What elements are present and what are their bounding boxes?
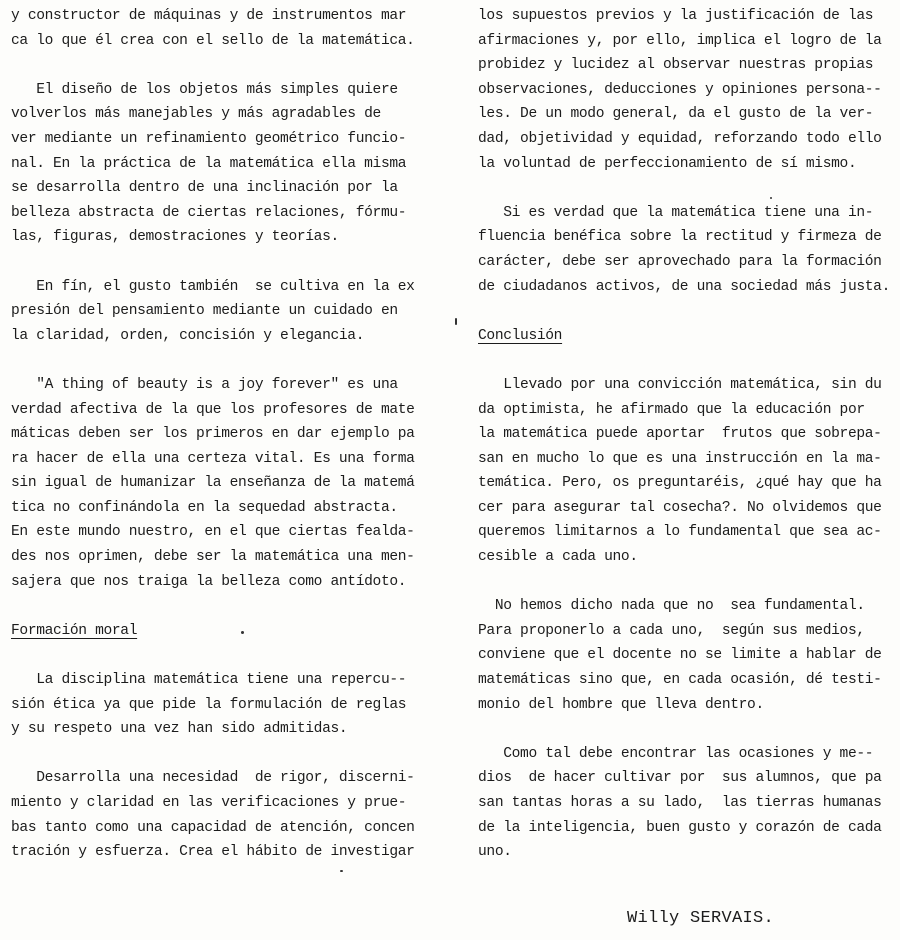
text-line: los supuestos previos y la justificación de las — [478, 8, 874, 24]
text-line: fluencia benéfica sobre la rectitud y firmeza de — [478, 229, 882, 246]
text-line: Como tal debe encontrar las ocasiones y me-- — [478, 745, 874, 762]
paragraph — [11, 668, 436, 742]
text-line: monio del hombre que lleva dentro. — [478, 696, 764, 713]
paragraph — [478, 594, 893, 717]
text-line: afirmaciones y, por ello, implica el logro de la — [478, 32, 882, 49]
text-line: nal. En la práctica de la matemática ella misma — [11, 155, 407, 172]
scan-speck — [241, 631, 244, 634]
text-line: bas tanto como una capacidad de atención, concen — [11, 819, 415, 836]
text-line: belleza abstracta de ciertas relaciones, fórmu- — [11, 204, 407, 221]
text-line: queremos limitarnos a lo fundamental que sea ac- — [478, 524, 882, 541]
text-line: Si es verdad que la matemática tiene una in- — [478, 204, 874, 221]
text-line: No hemos dicho nada que no sea fundamental. — [478, 598, 865, 615]
paragraph — [11, 373, 436, 594]
text-line: de ciudadanos activos, de una sociedad más justa. — [478, 278, 890, 295]
text-line: sin igual de humanizar la enseñanza de la matemá — [11, 475, 415, 492]
text-line: El diseño de los objetos más simples quiere — [11, 81, 398, 98]
text-line: temática. Pero, os preguntaréis, ¿qué hay que ha — [478, 475, 882, 492]
text-line: La disciplina matemática tiene una repercu-- — [11, 672, 407, 689]
text-line: "A thing of beauty is a joy forever" es una — [11, 376, 398, 393]
text-line: ver mediante un refinamiento geométrico funcio- — [11, 130, 407, 147]
text-line: máticas deben ser los primeros en dar ejemplo pa — [11, 426, 415, 443]
text-line: sión ética ya que pide la formulación de reglas — [11, 696, 407, 713]
paragraph — [478, 201, 893, 299]
text-line: las, figuras, demostraciones y teorías. — [11, 229, 339, 246]
text-line: matemáticas sino que, en cada ocasión, dé testi- — [478, 672, 882, 689]
text-line: probidez y lucidez al observar nuestras propias — [478, 57, 874, 74]
paragraph — [478, 4, 893, 176]
paragraph-spacer — [11, 348, 436, 373]
paragraph-spacer — [478, 299, 893, 324]
text-line: dad, objetividad y equidad, reforzando todo ello — [478, 130, 882, 147]
scan-speck — [770, 197, 772, 199]
author-signature: Willy SERVAIS. — [627, 909, 775, 928]
scan-speck — [340, 870, 343, 872]
paragraph — [11, 766, 436, 864]
text-line: la matemática puede aportar frutos que sobrepa- — [478, 426, 882, 443]
paragraph-spacer — [11, 250, 436, 275]
text-line: observaciones, deducciones y opiniones persona-- — [478, 81, 882, 98]
text-line: la voluntad de perfeccionamiento de sí mismo. — [478, 155, 857, 172]
text-line: cesible a cada uno. — [478, 549, 638, 566]
paragraph — [11, 78, 436, 250]
text-line: la claridad, orden, concisión y elegancia. — [11, 327, 365, 344]
scan-speck — [455, 318, 457, 325]
text-line: En este mundo nuestro, en el que ciertas fealda- — [11, 524, 415, 541]
text-line: presión del pensamiento mediante un cuidado en — [11, 303, 398, 320]
paragraph-spacer — [11, 742, 436, 767]
right-column — [478, 4, 893, 865]
paragraph — [11, 275, 436, 349]
paragraph-spacer — [478, 176, 893, 201]
text-line: y su respeto una vez han sido admitidas. — [11, 721, 348, 738]
text-line: de la inteligencia, buen gusto y corazón de cada — [478, 819, 882, 836]
left-column — [11, 4, 436, 865]
text-line: uno. — [478, 844, 512, 861]
text-line: y constructor de máquinas y de instrumentos mar — [11, 8, 407, 24]
text-line: carácter, debe ser aprovechado para la formación — [478, 253, 882, 270]
paragraph-spacer — [478, 570, 893, 595]
text-line: verdad afectiva de la que los profesores de mate — [11, 401, 415, 418]
text-line: se desarrolla dentro de una inclinación por la — [11, 180, 398, 197]
text-line: Llevado por una convicción matemática, sin du — [478, 376, 882, 393]
text-line: En fín, el gusto también se cultiva en la ex — [11, 278, 415, 295]
paragraph — [478, 373, 893, 570]
section-heading: Formación moral — [11, 622, 138, 639]
text-line: dios de hacer cultivar por sus alumnos, que pa — [478, 770, 882, 787]
text-line: miento y claridad en las verificaciones y prue- — [11, 795, 407, 811]
text-line: san en mucho lo que es una instrucción en la ma- — [478, 450, 882, 467]
text-line: Desarrolla una necesidad de rigor, discerni- — [11, 770, 415, 787]
paragraph-spacer — [478, 717, 893, 742]
paragraph — [478, 742, 893, 865]
text-line: san tantas horas a su lado, las tierras humanas — [478, 795, 882, 811]
text-line: Para proponerlo a cada uno, según sus medios, — [478, 622, 865, 639]
text-line: les. De un modo general, da el gusto de la ver- — [478, 106, 874, 123]
text-line: des nos oprimen, debe ser la matemática una men- — [11, 549, 415, 566]
text-line: volverlos más manejables y más agradables de — [11, 106, 381, 123]
paragraph-spacer — [11, 53, 436, 78]
text-line: conviene que el docente no se limite a hablar de — [478, 647, 882, 664]
paragraph — [11, 4, 436, 53]
text-line: da optimista, he afirmado que la educación por — [478, 401, 865, 418]
text-line: tica no confinándola en la sequedad abstracta. — [11, 499, 398, 516]
text-line: ca lo que él crea con el sello de la matemática. — [11, 32, 415, 49]
paragraph-spacer — [11, 594, 436, 619]
text-line: sajera que nos traiga la belleza como antídoto. — [11, 573, 407, 590]
section-heading: Conclusión — [478, 327, 563, 344]
text-line: tración y esfuerza. Crea el hábito de investigar — [11, 844, 415, 861]
text-line: ra hacer de ella una certeza vital. Es una forma — [11, 450, 415, 467]
paragraph-spacer — [478, 348, 893, 373]
paragraph-spacer — [11, 643, 436, 668]
text-line: cer para asegurar tal cosecha?. No olvidemos que — [478, 499, 882, 516]
